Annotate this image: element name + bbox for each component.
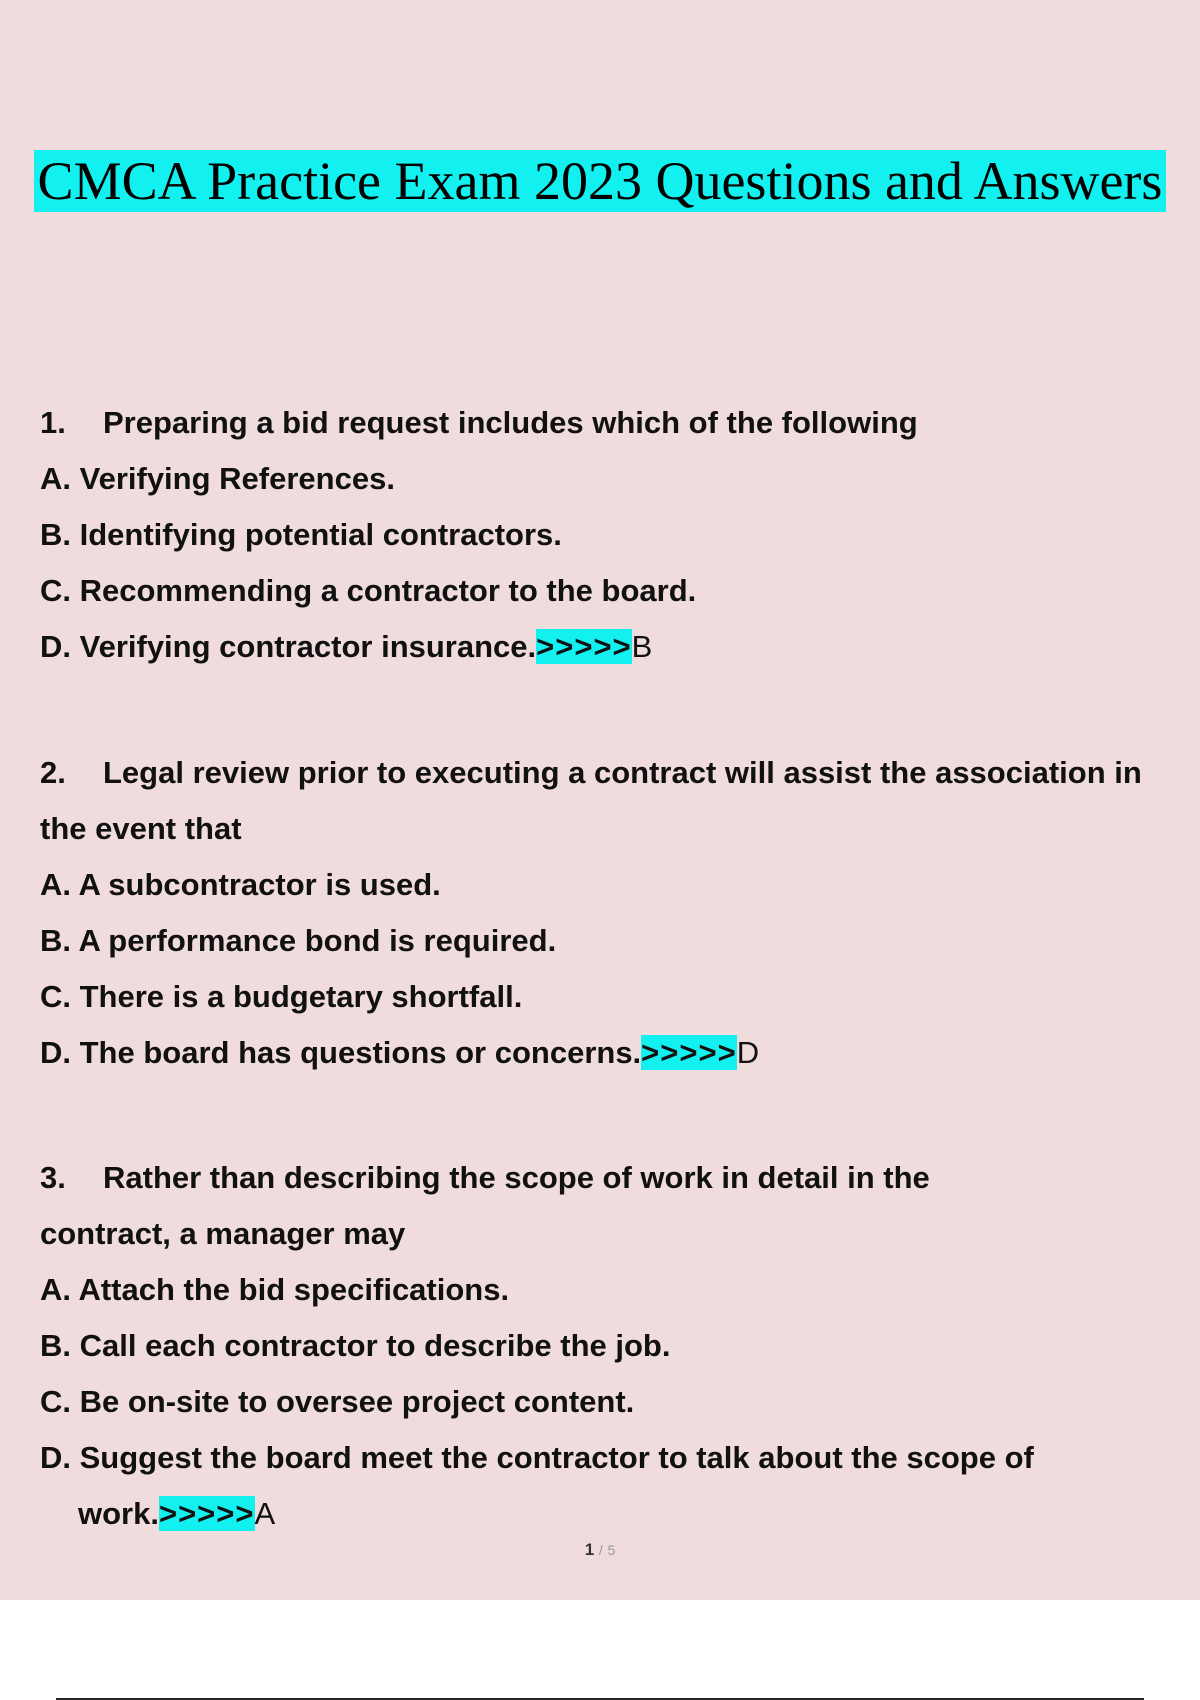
- current-page: 1: [584, 1540, 595, 1559]
- option-b: B. Call each contractor to describe the job.: [40, 1328, 671, 1363]
- question-2: [40, 745, 1190, 1081]
- question-2-stem-continued: the event that: [40, 811, 242, 846]
- document-title: CMCA Practice Exam 2023 Questions and Answers: [34, 150, 1167, 212]
- question-1: [40, 395, 1190, 675]
- option-a: A. Verifying References.: [40, 461, 395, 496]
- answer-letter: B: [631, 629, 653, 664]
- option-c: C. There is a budgetary shortfall.: [40, 979, 523, 1014]
- question-1-stem: [40, 395, 1190, 451]
- question-text: Legal review prior to executing a contract will assist the association in: [103, 755, 1142, 790]
- question-number: 1.: [40, 405, 66, 440]
- option-c: C. Recommending a contractor to the board.: [40, 573, 697, 608]
- option-c: C. Be on-site to oversee project content.: [40, 1384, 635, 1419]
- answer-letter: D: [736, 1035, 760, 1070]
- option-b: B. Identifying potential contractors.: [40, 517, 562, 552]
- option-d: [40, 1025, 1190, 1081]
- option-a: A. A subcontractor is used.: [40, 867, 441, 902]
- option-d-continued: [40, 1486, 1190, 1542]
- answer-letter: A: [254, 1496, 276, 1531]
- question-text: Preparing a bid request includes which of the following: [103, 405, 918, 440]
- question-3-stem-continued: contract, a manager may: [40, 1216, 406, 1251]
- title-container: [0, 150, 1200, 212]
- option-d: [40, 619, 1190, 675]
- option-b: B. A performance bond is required.: [40, 923, 557, 958]
- answer-marker: >>>>>: [641, 1035, 737, 1070]
- question-text: Rather than describing the scope of work in detail in the: [103, 1160, 930, 1195]
- total-pages: 5: [607, 1542, 616, 1558]
- page-separator: /: [598, 1542, 603, 1558]
- option-d: D. Suggest the board meet the contractor to talk about the scope of: [40, 1440, 1034, 1475]
- option-d-text: D. The board has questions or concerns.: [40, 1035, 642, 1070]
- option-d-text: D. Verifying contractor insurance.: [40, 629, 537, 664]
- question-number: 2.: [40, 755, 66, 790]
- page-indicator: [0, 1540, 1200, 1560]
- question-number: 3.: [40, 1160, 66, 1195]
- option-d-text: work.: [78, 1496, 159, 1531]
- question-3: [40, 1150, 1190, 1542]
- option-a: A. Attach the bid specifications.: [40, 1272, 510, 1307]
- question-2-stem: [40, 745, 1190, 801]
- question-3-stem: [40, 1150, 1190, 1206]
- answer-marker: >>>>>: [158, 1496, 255, 1531]
- answer-marker: >>>>>: [536, 629, 632, 664]
